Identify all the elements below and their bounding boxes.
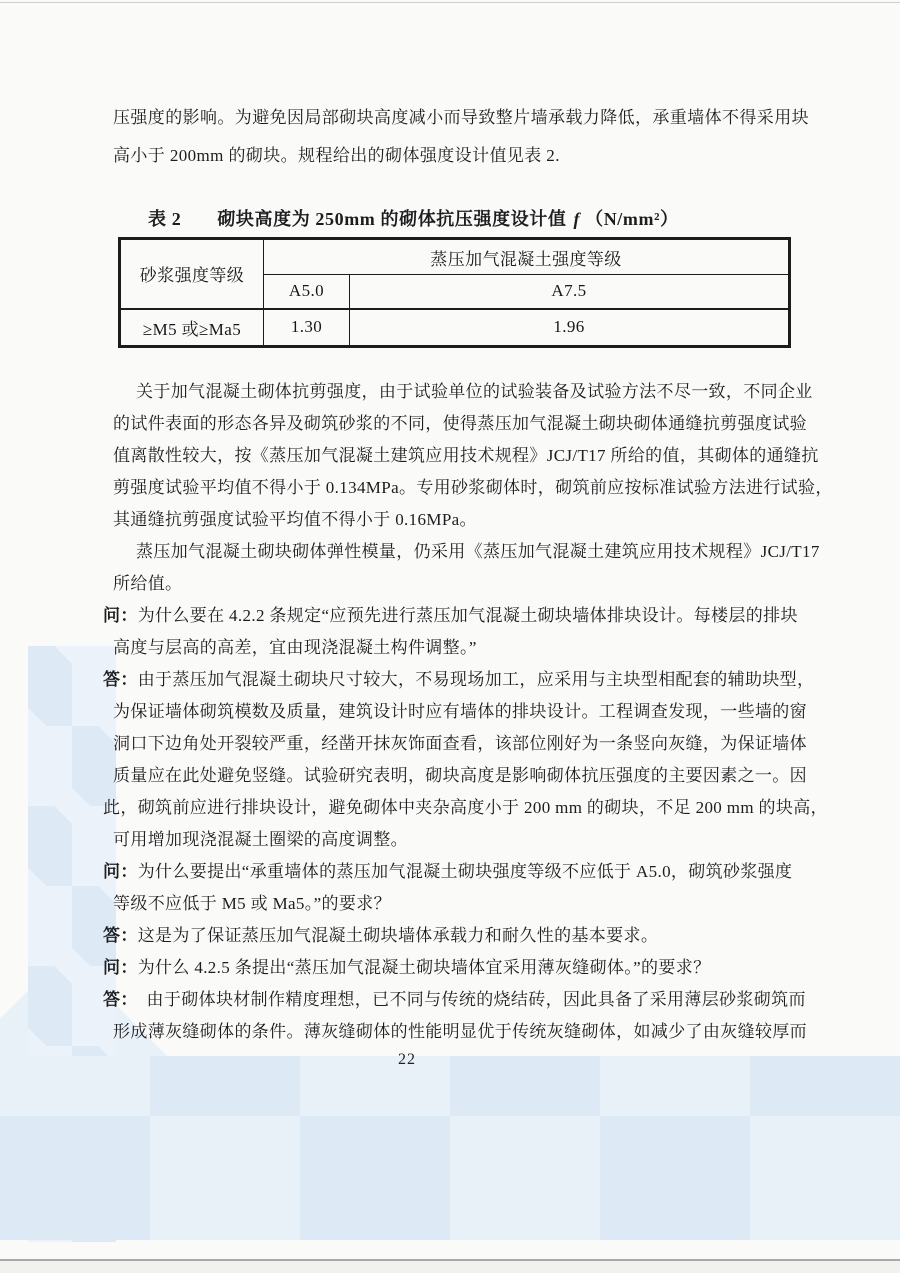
body-line-text: 高度与层高的高差，宜由现浇混凝土构件调整。”	[113, 638, 477, 657]
body-line	[103, 536, 820, 568]
intro-line: 高小于 200mm 的砌块。规程给出的砌体强度设计值见表 2.	[113, 146, 560, 165]
body-line	[103, 568, 817, 600]
intro-paragraph	[113, 99, 813, 175]
body-line-text: 所给值。	[113, 574, 183, 593]
table-caption-unit: （N/mm²）	[585, 209, 679, 229]
body-line-text: 洞口下边角处开裂较严重，经凿开抹灰饰面查看，该部位刚好为一条竖向灰缝，为保证墙体	[113, 734, 807, 753]
cell-strength-a5: 1.30	[264, 309, 350, 347]
body-line-text: 为什么要在 4.2.2 条规定“应预先进行蒸压加气混凝土砌块墙体排块设计。每楼层的排块	[137, 606, 798, 625]
body-line-text: 此，砌筑前应进行排块设计，避免砌体中夹杂高度小于 200 mm 的砌块，不足 200 mm 的块高，	[103, 798, 828, 817]
body-line-text: 由于砌体块材制作精度理想，已不同与传统的烧结砖，因此具备了采用薄层砂浆砌筑而	[129, 990, 806, 1009]
body-line-answer	[103, 920, 817, 952]
body-line	[103, 728, 817, 760]
body-line-question	[103, 952, 817, 984]
body-line	[103, 824, 817, 856]
scan-strip-bottom	[0, 1261, 900, 1273]
qa-prefix: 答：	[103, 926, 138, 945]
body-line-text: 等级不应低于 M5 或 Ma5。”的要求？	[113, 894, 391, 913]
body-line-text: 的试件表面的形态各异及砌筑砂浆的不同，使得蒸压加气混凝土砌块砌体通缝抗剪强度试验	[113, 414, 807, 433]
table-caption	[148, 205, 679, 231]
body-line-text: 可用增加现浇混凝土圈梁的高度调整。	[113, 830, 408, 849]
page-number: 22	[398, 1051, 416, 1068]
body-line	[103, 792, 828, 824]
qa-prefix: 答：	[103, 670, 138, 689]
cell-strength-a75: 1.96	[350, 309, 790, 347]
body-line-text: 质量应在此处避免竖缝。试验研究表明，砌块高度是影响砌体抗压强度的主要因素之一。因	[113, 766, 807, 785]
cell-grade-a75: A7.5	[350, 275, 790, 309]
scan-edge-top	[0, 2, 900, 3]
body-line-text: 为什么要提出“承重墙体的蒸压加气混凝土砌块强度等级不应低于 A5.0，砌筑砂浆强度	[137, 862, 793, 881]
qa-prefix: 问：	[103, 862, 138, 881]
body-line	[103, 632, 817, 664]
strength-symbol-f: f	[573, 209, 581, 229]
body-line-question	[103, 600, 817, 632]
body-line-text: 为什么 4.2.5 条提出“蒸压加气混凝土砌块墙体宜采用薄灰缝砌体。”的要求？	[137, 958, 711, 977]
body-line-text: 值离散性较大，按《蒸压加气混凝土建筑应用技术规程》JCJ/T17 所给的值，其砌体的通缝抗	[113, 446, 819, 465]
body-line-text: 为保证墙体砌筑模数及质量，建筑设计时应有墙体的排块设计。工程调查发现，一些墙的窗	[113, 702, 807, 721]
body-line	[103, 888, 817, 920]
body-line-text: 蒸压加气混凝土砌块砌体弹性模量，仍采用《蒸压加气混凝土建筑应用技术规程》JCJ/T17	[136, 542, 820, 561]
body-line-question	[103, 856, 817, 888]
body-line-text: 其通缝抗剪强度试验平均值不得小于 0.16MPa。	[113, 510, 477, 529]
qa-prefix: 问：	[103, 958, 138, 977]
body-line-text: 剪强度试验平均值不得小于 0.134MPa。专用砂浆砌体时，砌筑前应按标准试验方法进行试验，	[113, 478, 833, 497]
body-line-answer	[103, 984, 817, 1016]
body-line	[103, 408, 817, 440]
cell-aac-grade-header: 蒸压加气混凝土强度等级	[264, 239, 790, 275]
body-text	[103, 376, 833, 1048]
body-line-text: 形成薄灰缝砌体的条件。薄灰缝砌体的性能明显优于传统灰缝砌体，如减少了由灰缝较厚而	[113, 1022, 807, 1041]
qa-prefix: 问：	[103, 606, 138, 625]
strength-design-table	[118, 237, 791, 348]
watermark-bottom-band	[0, 1056, 900, 1240]
body-line-text: 这是为了保证蒸压加气混凝土砌块墙体承载力和耐久性的基本要求。	[137, 926, 659, 945]
body-line	[103, 696, 817, 728]
table-caption-label: 表 2	[148, 209, 182, 229]
intro-line: 压强度的影响。为避免因局部砌块高度减小而导致整片墙承载力降低，承重墙体不得采用块	[113, 108, 809, 127]
body-line	[103, 440, 817, 472]
body-line	[103, 504, 817, 536]
body-line-text: 由于蒸压加气混凝土砌块尺寸较大，不易现场加工，应采用与主块型相配套的辅助块型，	[137, 670, 815, 689]
cell-mortar-grade-value: ≥M5 或≥Ma5	[120, 309, 264, 347]
body-line	[103, 760, 817, 792]
table-caption-title: 砌块高度为 250mm 的砌体抗压强度设计值	[217, 209, 567, 229]
body-line	[103, 1016, 817, 1048]
cell-mortar-grade-header: 砂浆强度等级	[120, 239, 264, 309]
body-line	[103, 472, 833, 504]
cell-grade-a5: A5.0	[264, 275, 350, 309]
qa-prefix: 答：	[103, 990, 130, 1009]
body-line-text: 关于加气混凝土砌体抗剪强度，由于试验单位的试验装备及试验方法不尽一致，不同企业	[136, 382, 813, 401]
body-line-answer	[103, 664, 817, 696]
body-line	[103, 376, 817, 408]
